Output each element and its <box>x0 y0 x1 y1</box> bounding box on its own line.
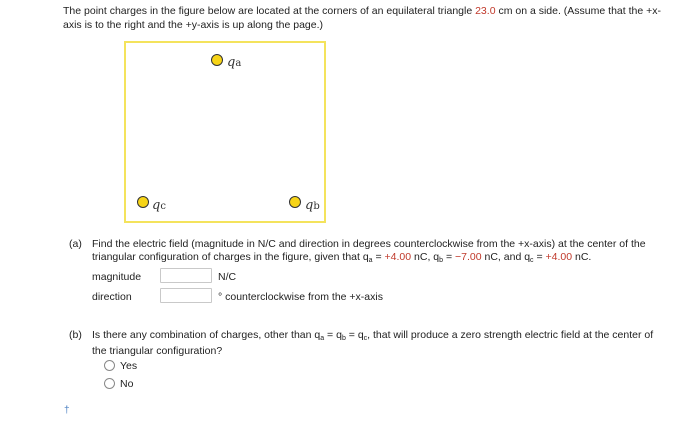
intro-text-line2: axis is to the right and the +y-axis is up along the page.) <box>63 19 324 31</box>
yes-radio[interactable] <box>104 360 115 371</box>
direction-label: direction <box>92 291 132 303</box>
part-a-tag: (a) <box>69 238 82 250</box>
direction-input[interactable] <box>160 288 212 303</box>
footnote-dagger: † <box>64 405 70 416</box>
charge-qa-icon <box>211 54 223 66</box>
charge-qb-icon <box>289 196 301 208</box>
no-radio[interactable] <box>104 378 115 389</box>
side-length-value: 23.0 <box>475 5 496 17</box>
problem-intro <box>63 4 691 32</box>
charge-qb-label: qb <box>305 198 320 213</box>
intro-text: The point charges in the figure below are located at the corners of an equilateral triangle <box>63 5 476 17</box>
qc-value: +4.00 <box>545 251 573 263</box>
qa-value: +4.00 <box>384 251 412 263</box>
part-b-question: Is there any combination of charges, other than $q_a = q_b = q_c$, that will produce a zero strength electric field at the center of the triangular configuration? <box>92 329 654 357</box>
part-b-tag: (b) <box>69 329 82 341</box>
charge-qa-label: qa <box>227 55 242 70</box>
intro-text-cont: cm on a side. (Assume that the +x- <box>495 5 661 17</box>
charge-qc-label: qc <box>152 198 166 213</box>
part-a-question: Find the electric field (magnitude in N/C and direction in degrees counterclockwise from the +x-axis) at the center of the triangular configuration of charges in the figure, given that $q_a = +4.00$ nC, $q_b = -7.00$ nC, and $q_c = +4.00$ nC. <box>92 238 646 264</box>
yes-label: Yes <box>120 360 138 372</box>
qb-value: −7.00 <box>455 251 482 263</box>
magnitude-unit: N/C <box>218 271 237 283</box>
charge-qc-icon <box>137 196 149 208</box>
no-label: No <box>120 378 134 390</box>
direction-unit: ° counterclockwise from the +x-axis <box>218 291 383 303</box>
magnitude-input[interactable] <box>160 268 212 283</box>
magnitude-label: magnitude <box>92 271 142 283</box>
